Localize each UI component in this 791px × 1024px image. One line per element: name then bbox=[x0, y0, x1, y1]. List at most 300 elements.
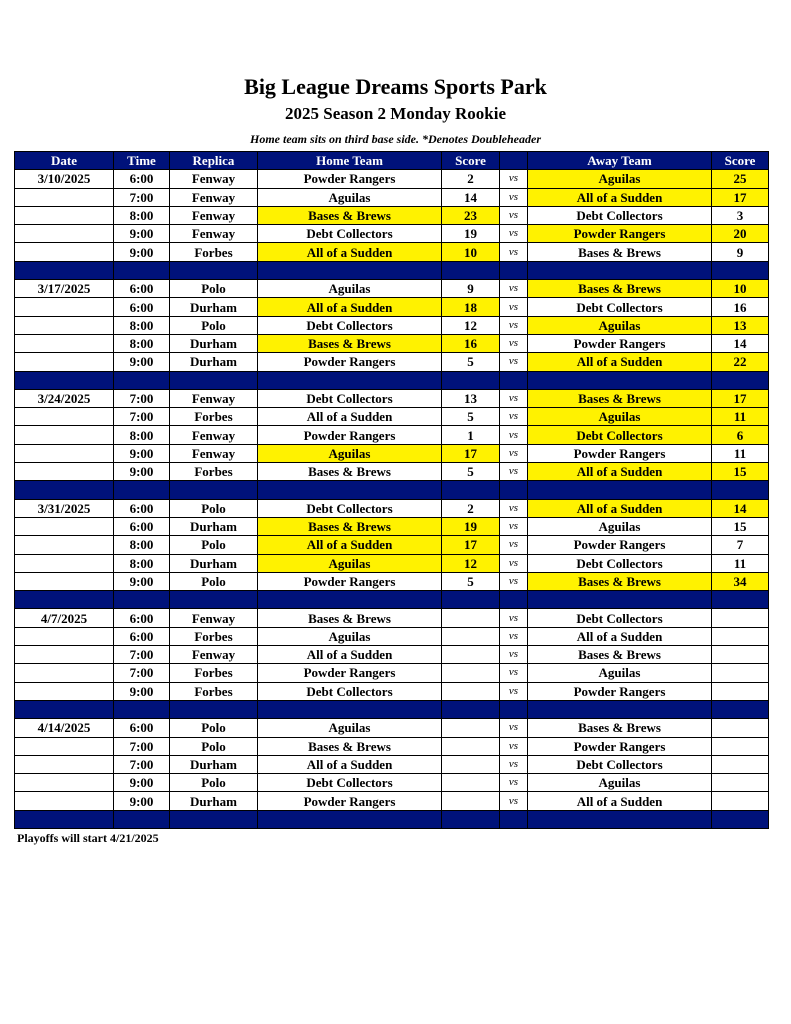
game-time: 6:00 bbox=[114, 627, 170, 645]
home-team: Bases & Brews bbox=[258, 609, 442, 627]
away-score: 16 bbox=[712, 298, 769, 316]
game-time: 7:00 bbox=[114, 664, 170, 682]
home-team: Debt Collectors bbox=[258, 316, 442, 334]
home-team: Powder Rangers bbox=[258, 426, 442, 444]
page-note: Home team sits on third base side. *Denotes Doubleheader bbox=[250, 132, 541, 146]
game-row bbox=[15, 426, 769, 444]
home-score bbox=[442, 774, 500, 792]
game-time: 7:00 bbox=[114, 389, 170, 407]
game-date: 4/14/2025 bbox=[15, 719, 114, 737]
home-score: 9 bbox=[442, 280, 500, 298]
vs-label: vs bbox=[500, 536, 528, 554]
game-time: 9:00 bbox=[114, 463, 170, 481]
home-score bbox=[442, 719, 500, 737]
away-team: Aguilas bbox=[528, 316, 712, 334]
away-score: 25 bbox=[712, 170, 769, 188]
vs-label: vs bbox=[500, 627, 528, 645]
away-score: 11 bbox=[712, 444, 769, 462]
separator-cell bbox=[258, 591, 442, 609]
game-replica: Durham bbox=[170, 353, 258, 371]
away-score: 20 bbox=[712, 225, 769, 243]
away-score: 11 bbox=[712, 554, 769, 572]
away-team: Powder Rangers bbox=[528, 444, 712, 462]
game-date bbox=[15, 646, 114, 664]
game-time: 6:00 bbox=[114, 298, 170, 316]
game-date bbox=[15, 536, 114, 554]
game-time: 8:00 bbox=[114, 426, 170, 444]
separator-cell bbox=[712, 591, 769, 609]
game-row bbox=[15, 444, 769, 462]
away-score: 17 bbox=[712, 389, 769, 407]
vs-label: vs bbox=[500, 572, 528, 590]
separator-cell bbox=[528, 810, 712, 828]
separator-cell bbox=[114, 371, 170, 389]
game-row bbox=[15, 353, 769, 371]
page-subtitle: 2025 Season 2 Monday Rookie bbox=[284, 104, 507, 123]
separator-cell bbox=[114, 591, 170, 609]
game-time: 7:00 bbox=[114, 188, 170, 206]
vs-label: vs bbox=[500, 517, 528, 535]
game-replica: Polo bbox=[170, 316, 258, 334]
game-replica: Forbes bbox=[170, 627, 258, 645]
home-team: Aguilas bbox=[258, 188, 442, 206]
game-time: 9:00 bbox=[114, 792, 170, 810]
away-team: Aguilas bbox=[528, 664, 712, 682]
week-separator bbox=[15, 700, 769, 718]
game-row bbox=[15, 243, 769, 261]
game-time: 9:00 bbox=[114, 444, 170, 462]
away-team: Aguilas bbox=[528, 170, 712, 188]
game-date bbox=[15, 792, 114, 810]
separator-cell bbox=[170, 591, 258, 609]
game-row bbox=[15, 316, 769, 334]
game-time: 8:00 bbox=[114, 334, 170, 352]
game-row bbox=[15, 298, 769, 316]
game-row bbox=[15, 774, 769, 792]
game-time: 6:00 bbox=[114, 517, 170, 535]
home-score bbox=[442, 646, 500, 664]
week-separator bbox=[15, 810, 769, 828]
home-score bbox=[442, 755, 500, 773]
home-score bbox=[442, 609, 500, 627]
week-separator bbox=[15, 371, 769, 389]
header-row bbox=[15, 152, 769, 170]
home-score bbox=[442, 682, 500, 700]
vs-label: vs bbox=[500, 188, 528, 206]
home-team: Bases & Brews bbox=[258, 463, 442, 481]
separator-cell bbox=[500, 810, 528, 828]
home-team: Bases & Brews bbox=[258, 737, 442, 755]
home-score: 12 bbox=[442, 316, 500, 334]
away-score bbox=[712, 774, 769, 792]
separator-cell bbox=[258, 371, 442, 389]
home-team: Aguilas bbox=[258, 719, 442, 737]
game-row bbox=[15, 206, 769, 224]
game-row bbox=[15, 682, 769, 700]
game-date bbox=[15, 444, 114, 462]
game-date bbox=[15, 572, 114, 590]
away-score: 13 bbox=[712, 316, 769, 334]
home-team: Powder Rangers bbox=[258, 664, 442, 682]
game-replica: Durham bbox=[170, 554, 258, 572]
game-date bbox=[15, 554, 114, 572]
game-replica: Durham bbox=[170, 792, 258, 810]
game-row bbox=[15, 554, 769, 572]
vs-label: vs bbox=[500, 755, 528, 773]
game-time: 9:00 bbox=[114, 353, 170, 371]
game-date: 3/24/2025 bbox=[15, 389, 114, 407]
game-time: 6:00 bbox=[114, 170, 170, 188]
vs-label: vs bbox=[500, 170, 528, 188]
game-replica: Fenway bbox=[170, 188, 258, 206]
home-team: Aguilas bbox=[258, 444, 442, 462]
game-time: 7:00 bbox=[114, 646, 170, 664]
game-time: 6:00 bbox=[114, 499, 170, 517]
home-score: 5 bbox=[442, 408, 500, 426]
game-date bbox=[15, 353, 114, 371]
separator-cell bbox=[712, 261, 769, 279]
home-team: All of a Sudden bbox=[258, 536, 442, 554]
home-score: 2 bbox=[442, 170, 500, 188]
away-team: Powder Rangers bbox=[528, 682, 712, 700]
away-score bbox=[712, 737, 769, 755]
separator-cell bbox=[712, 481, 769, 499]
game-time: 6:00 bbox=[114, 280, 170, 298]
home-team: All of a Sudden bbox=[258, 646, 442, 664]
home-team: All of a Sudden bbox=[258, 408, 442, 426]
home-team: Debt Collectors bbox=[258, 682, 442, 700]
away-score: 17 bbox=[712, 188, 769, 206]
separator-cell bbox=[15, 700, 114, 718]
away-team: All of a Sudden bbox=[528, 353, 712, 371]
col-home-team: Home Team bbox=[258, 152, 442, 170]
away-score: 15 bbox=[712, 463, 769, 481]
vs-label: vs bbox=[500, 646, 528, 664]
game-date: 4/7/2025 bbox=[15, 609, 114, 627]
away-team: All of a Sudden bbox=[528, 499, 712, 517]
away-score: 11 bbox=[712, 408, 769, 426]
home-score: 17 bbox=[442, 444, 500, 462]
game-replica: Fenway bbox=[170, 609, 258, 627]
vs-label: vs bbox=[500, 682, 528, 700]
separator-cell bbox=[170, 700, 258, 718]
home-score: 23 bbox=[442, 206, 500, 224]
vs-label: vs bbox=[500, 243, 528, 261]
separator-cell bbox=[258, 261, 442, 279]
separator-cell bbox=[500, 261, 528, 279]
away-team: Powder Rangers bbox=[528, 737, 712, 755]
vs-label: vs bbox=[500, 316, 528, 334]
away-team: Aguilas bbox=[528, 774, 712, 792]
vs-label: vs bbox=[500, 444, 528, 462]
home-team: Bases & Brews bbox=[258, 206, 442, 224]
away-score: 22 bbox=[712, 353, 769, 371]
away-team: Debt Collectors bbox=[528, 426, 712, 444]
vs-label: vs bbox=[500, 426, 528, 444]
home-score: 5 bbox=[442, 353, 500, 371]
game-time: 6:00 bbox=[114, 609, 170, 627]
col-vs bbox=[500, 152, 528, 170]
away-team: Debt Collectors bbox=[528, 554, 712, 572]
away-score bbox=[712, 609, 769, 627]
vs-label: vs bbox=[500, 353, 528, 371]
separator-cell bbox=[442, 700, 500, 718]
away-team: Powder Rangers bbox=[528, 334, 712, 352]
separator-cell bbox=[500, 700, 528, 718]
separator-cell bbox=[442, 371, 500, 389]
separator-cell bbox=[500, 591, 528, 609]
page-title: Big League Dreams Sports Park bbox=[244, 74, 547, 99]
game-time: 8:00 bbox=[114, 206, 170, 224]
col-replica: Replica bbox=[170, 152, 258, 170]
game-replica: Durham bbox=[170, 298, 258, 316]
separator-cell bbox=[712, 371, 769, 389]
vs-label: vs bbox=[500, 298, 528, 316]
away-score bbox=[712, 627, 769, 645]
game-row bbox=[15, 280, 769, 298]
away-team: All of a Sudden bbox=[528, 627, 712, 645]
home-score: 13 bbox=[442, 389, 500, 407]
away-score bbox=[712, 755, 769, 773]
game-time: 7:00 bbox=[114, 755, 170, 773]
game-date bbox=[15, 426, 114, 444]
away-score: 15 bbox=[712, 517, 769, 535]
game-replica: Fenway bbox=[170, 646, 258, 664]
col-date: Date bbox=[15, 152, 114, 170]
home-team: Bases & Brews bbox=[258, 334, 442, 352]
vs-label: vs bbox=[500, 609, 528, 627]
col-away-score: Score bbox=[712, 152, 769, 170]
away-team: Debt Collectors bbox=[528, 609, 712, 627]
game-row bbox=[15, 389, 769, 407]
home-score: 19 bbox=[442, 225, 500, 243]
home-team: Bases & Brews bbox=[258, 517, 442, 535]
col-home-score: Score bbox=[442, 152, 500, 170]
separator-cell bbox=[712, 700, 769, 718]
away-team: Aguilas bbox=[528, 517, 712, 535]
separator-cell bbox=[442, 261, 500, 279]
game-row bbox=[15, 334, 769, 352]
away-score bbox=[712, 682, 769, 700]
game-date bbox=[15, 755, 114, 773]
vs-label: vs bbox=[500, 463, 528, 481]
vs-label: vs bbox=[500, 280, 528, 298]
game-date bbox=[15, 188, 114, 206]
game-row bbox=[15, 609, 769, 627]
home-team: All of a Sudden bbox=[258, 755, 442, 773]
game-replica: Forbes bbox=[170, 463, 258, 481]
separator-cell bbox=[114, 810, 170, 828]
col-time: Time bbox=[114, 152, 170, 170]
vs-label: vs bbox=[500, 499, 528, 517]
away-team: Bases & Brews bbox=[528, 243, 712, 261]
separator-cell bbox=[528, 591, 712, 609]
game-time: 9:00 bbox=[114, 682, 170, 700]
away-team: Powder Rangers bbox=[528, 225, 712, 243]
home-score bbox=[442, 627, 500, 645]
game-replica: Fenway bbox=[170, 206, 258, 224]
game-time: 9:00 bbox=[114, 243, 170, 261]
game-row bbox=[15, 188, 769, 206]
separator-cell bbox=[528, 371, 712, 389]
separator-cell bbox=[170, 810, 258, 828]
game-row bbox=[15, 755, 769, 773]
home-team: Debt Collectors bbox=[258, 499, 442, 517]
game-row bbox=[15, 737, 769, 755]
away-score: 34 bbox=[712, 572, 769, 590]
game-date bbox=[15, 206, 114, 224]
home-team: Powder Rangers bbox=[258, 792, 442, 810]
away-score bbox=[712, 646, 769, 664]
game-date bbox=[15, 463, 114, 481]
home-score: 2 bbox=[442, 499, 500, 517]
game-replica: Polo bbox=[170, 719, 258, 737]
separator-cell bbox=[500, 481, 528, 499]
separator-cell bbox=[258, 700, 442, 718]
game-row bbox=[15, 463, 769, 481]
game-replica: Durham bbox=[170, 517, 258, 535]
away-score: 14 bbox=[712, 334, 769, 352]
game-time: 9:00 bbox=[114, 225, 170, 243]
home-score: 12 bbox=[442, 554, 500, 572]
separator-cell bbox=[15, 261, 114, 279]
separator-cell bbox=[442, 810, 500, 828]
vs-label: vs bbox=[500, 792, 528, 810]
away-team: Bases & Brews bbox=[528, 719, 712, 737]
away-team: All of a Sudden bbox=[528, 188, 712, 206]
home-score: 17 bbox=[442, 536, 500, 554]
home-score: 18 bbox=[442, 298, 500, 316]
home-score: 10 bbox=[442, 243, 500, 261]
separator-cell bbox=[15, 371, 114, 389]
game-time: 7:00 bbox=[114, 737, 170, 755]
schedule-table bbox=[14, 151, 769, 829]
home-score: 14 bbox=[442, 188, 500, 206]
vs-label: vs bbox=[500, 664, 528, 682]
game-replica: Forbes bbox=[170, 664, 258, 682]
home-team: Debt Collectors bbox=[258, 774, 442, 792]
away-team: All of a Sudden bbox=[528, 463, 712, 481]
week-separator bbox=[15, 591, 769, 609]
game-date bbox=[15, 737, 114, 755]
home-score: 19 bbox=[442, 517, 500, 535]
home-team: Powder Rangers bbox=[258, 353, 442, 371]
game-row bbox=[15, 572, 769, 590]
separator-cell bbox=[114, 261, 170, 279]
game-replica: Polo bbox=[170, 737, 258, 755]
home-score: 5 bbox=[442, 572, 500, 590]
separator-cell bbox=[528, 481, 712, 499]
game-row bbox=[15, 719, 769, 737]
separator-cell bbox=[15, 810, 114, 828]
game-row bbox=[15, 536, 769, 554]
game-row bbox=[15, 499, 769, 517]
separator-cell bbox=[712, 810, 769, 828]
home-score: 16 bbox=[442, 334, 500, 352]
vs-label: vs bbox=[500, 408, 528, 426]
game-row bbox=[15, 646, 769, 664]
game-date bbox=[15, 664, 114, 682]
home-score bbox=[442, 664, 500, 682]
vs-label: vs bbox=[500, 719, 528, 737]
home-score bbox=[442, 792, 500, 810]
game-time: 9:00 bbox=[114, 572, 170, 590]
game-row bbox=[15, 408, 769, 426]
separator-cell bbox=[500, 371, 528, 389]
game-replica: Forbes bbox=[170, 682, 258, 700]
game-replica: Polo bbox=[170, 499, 258, 517]
game-date bbox=[15, 298, 114, 316]
separator-cell bbox=[528, 700, 712, 718]
game-replica: Forbes bbox=[170, 408, 258, 426]
game-replica: Durham bbox=[170, 334, 258, 352]
game-date bbox=[15, 316, 114, 334]
away-score: 6 bbox=[712, 426, 769, 444]
home-team: Debt Collectors bbox=[258, 225, 442, 243]
away-team: Bases & Brews bbox=[528, 280, 712, 298]
col-away-team: Away Team bbox=[528, 152, 712, 170]
away-team: Bases & Brews bbox=[528, 572, 712, 590]
home-team: Aguilas bbox=[258, 554, 442, 572]
separator-cell bbox=[15, 481, 114, 499]
separator-cell bbox=[15, 591, 114, 609]
home-team: All of a Sudden bbox=[258, 243, 442, 261]
away-score bbox=[712, 792, 769, 810]
away-team: Bases & Brews bbox=[528, 646, 712, 664]
game-time: 8:00 bbox=[114, 554, 170, 572]
home-score: 1 bbox=[442, 426, 500, 444]
away-team: Bases & Brews bbox=[528, 389, 712, 407]
home-team: All of a Sudden bbox=[258, 298, 442, 316]
separator-cell bbox=[170, 371, 258, 389]
vs-label: vs bbox=[500, 225, 528, 243]
vs-label: vs bbox=[500, 206, 528, 224]
home-team: Aguilas bbox=[258, 627, 442, 645]
separator-cell bbox=[258, 810, 442, 828]
game-date bbox=[15, 225, 114, 243]
away-team: Aguilas bbox=[528, 408, 712, 426]
away-score: 7 bbox=[712, 536, 769, 554]
game-row bbox=[15, 627, 769, 645]
away-team: All of a Sudden bbox=[528, 792, 712, 810]
game-replica: Polo bbox=[170, 774, 258, 792]
vs-label: vs bbox=[500, 774, 528, 792]
home-score: 5 bbox=[442, 463, 500, 481]
game-row bbox=[15, 517, 769, 535]
away-score: 14 bbox=[712, 499, 769, 517]
separator-cell bbox=[170, 481, 258, 499]
game-replica: Polo bbox=[170, 572, 258, 590]
game-replica: Durham bbox=[170, 755, 258, 773]
game-replica: Polo bbox=[170, 536, 258, 554]
game-time: 8:00 bbox=[114, 536, 170, 554]
game-date bbox=[15, 682, 114, 700]
away-score bbox=[712, 664, 769, 682]
away-team: Debt Collectors bbox=[528, 755, 712, 773]
home-team: Powder Rangers bbox=[258, 572, 442, 590]
vs-label: vs bbox=[500, 554, 528, 572]
game-date: 3/31/2025 bbox=[15, 499, 114, 517]
game-date bbox=[15, 517, 114, 535]
game-time: 8:00 bbox=[114, 316, 170, 334]
game-date bbox=[15, 627, 114, 645]
vs-label: vs bbox=[500, 334, 528, 352]
game-date bbox=[15, 243, 114, 261]
away-score bbox=[712, 719, 769, 737]
home-team: Debt Collectors bbox=[258, 389, 442, 407]
game-replica: Polo bbox=[170, 280, 258, 298]
separator-cell bbox=[114, 481, 170, 499]
